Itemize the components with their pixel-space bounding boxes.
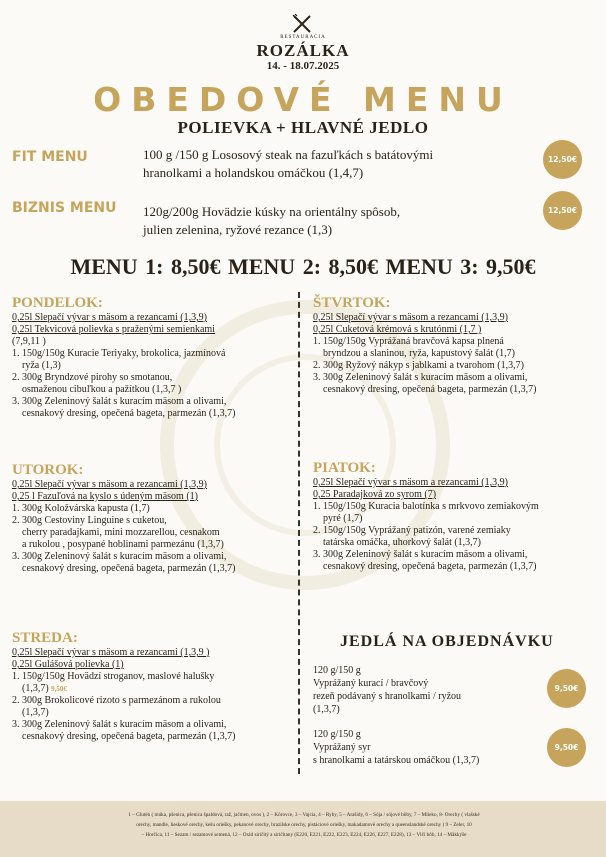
day-name: ŠTVRTOK: bbox=[313, 295, 391, 311]
soup-item: 0,25l Gulášová polievka (1) bbox=[12, 659, 124, 670]
meal-item: 2. 300g Bryndzové pirohy so smotanou, bbox=[12, 372, 173, 383]
fit-menu-line: hranolkami a holandskou omáčkou (1,4,7) bbox=[143, 165, 364, 180]
day-piatok bbox=[313, 460, 598, 573]
meal-item: 2. 300g Cestoviny Linguine s cuketou, bbox=[12, 515, 167, 526]
meal-item: 3. 300g Zeleninový šalát s kuracím mäsom a olivami, bbox=[313, 372, 528, 383]
restaurant-label: RESTAURACIA bbox=[280, 35, 326, 40]
soup-item: 0,25 Paradajková zo syrom (7) bbox=[313, 489, 437, 500]
day-utorok bbox=[12, 462, 294, 575]
meal-item: 1. 300g Koložvárska kapusta (1,7) bbox=[12, 503, 150, 514]
allergens-line: 1 – Glutén ( múka, pšenica, pšenica špaldová, raž, jačmen, ovos ), 2 – Kôrovce, 3 – Vajcia, 4 – Ryby, 5 – Arašidy, 6 – Sója / sójové bôby, 7 – Mlieko, 8- Orechy ( vlašské bbox=[128, 812, 480, 818]
day-name: PIATOK: bbox=[313, 460, 376, 476]
meal-item-cont: cherry paradajkami, mini mozzarellou, cesnakom bbox=[22, 527, 220, 538]
meal-item-cont: osmaženou cibuľkou a pažítkou (1,3,7 ) bbox=[22, 384, 182, 395]
fit-menu-label: FIT MENU bbox=[12, 149, 88, 165]
column-divider bbox=[298, 292, 300, 774]
day-name: STREDA: bbox=[12, 630, 78, 646]
meal-item: 2. 150g/150g Vyprážaný patizón, varené zemiaky bbox=[313, 525, 511, 536]
meal-item-cont: a rukolou , posypané hoblinami parmezánu (1,3,7) bbox=[22, 539, 224, 550]
soup-item: 0,25l Slepačí vývar s mäsom a rezancami (1,3,9) bbox=[12, 479, 207, 490]
soup-allergens: (7,9,11 ) bbox=[12, 336, 46, 347]
menu-dates: 14. - 18.07.2025 bbox=[266, 60, 340, 72]
menu-prices: MENU 1: 8,50€ MENU 2: 8,50€ MENU 3: 9,50€ bbox=[70, 254, 536, 279]
meal-item: 2. 300g Ryžový nákyp s jablkami a tvarohom (1,3,7) bbox=[313, 360, 524, 371]
meal-item: 2. 300g Brokolicové rizoto s parmezánom a rukolou bbox=[12, 695, 221, 706]
soup-item: 0,25l Slepačí vývar s mäsom a rezancami (1,3,9) bbox=[313, 477, 508, 488]
meal-item: 3. 300g Zeleninový šalát s kuracím mäsom a olivami, bbox=[12, 719, 227, 730]
order-item-price-badge: 9,50€ bbox=[547, 728, 586, 767]
restaurant-name: ROZÁLKA bbox=[256, 41, 350, 60]
order-item-line: Vyprážaný syr bbox=[313, 742, 371, 753]
fit-menu-price-badge: 12,50€ bbox=[543, 140, 582, 179]
order-item bbox=[313, 728, 553, 767]
meal-item-cont: ryža (1,3) bbox=[22, 360, 61, 371]
soup-item: 0,25l Cuketová krémová s krutónmi (1,7 ) bbox=[313, 324, 482, 335]
day-pondelok bbox=[12, 295, 294, 420]
crossed-fork-knife-icon bbox=[291, 14, 313, 37]
meal-item: 1. 150g/150g Kuracia balotínka s mrkvovo zemiakovým bbox=[313, 501, 539, 512]
order-item-price-badge: 9,50€ bbox=[547, 669, 586, 708]
allergens-legend bbox=[12, 810, 596, 840]
biznis-menu-line: 120g/200g Hovädzie kúsky na orientálny spôsob, bbox=[143, 204, 401, 219]
day-name: PONDELOK: bbox=[12, 295, 103, 311]
allergens-line: orechy, mandle, lieskové orechy, kešu oriešky, pekanové orechy, brazílske orechy, pistáciové oriešky, makadamové orechy a queenslandské orechy ) 9 – Zeler, 10 bbox=[136, 822, 472, 828]
fit-menu-line: 100 g /150 g Lososový steak na fazuľkách s batátovými bbox=[143, 147, 434, 162]
biznis-menu-price-badge: 12,50€ bbox=[543, 191, 582, 230]
order-section-title: JEDLÁ NA OBJEDNÁVKU bbox=[340, 633, 554, 650]
soup-item: 0,25l Tekvicová polievka s praženými semienkami bbox=[12, 324, 215, 335]
day-name: UTOROK: bbox=[12, 462, 84, 478]
biznis-menu-line: julien zelenina, ryžové rezance (1,3) bbox=[143, 222, 333, 237]
meal-item: 1. 150g/150g Hovädzí stroganov, maslové halušky bbox=[12, 671, 215, 682]
meal-item-cont: bryndzou a slaninou, ryža, kapustový šalát (1,7) bbox=[323, 348, 515, 359]
day-streda bbox=[12, 630, 294, 743]
meal-item: 3. 300g Zeleninový šalát s kuracím mäsom a olivami, bbox=[12, 551, 227, 562]
fit-menu-description bbox=[143, 146, 433, 182]
order-item-line: rezeň podávaný s hranolkami / ryžou bbox=[313, 691, 462, 702]
meal-item-cont: pyré (1,7) bbox=[323, 513, 363, 524]
day-stvrtok bbox=[313, 295, 598, 396]
order-item bbox=[313, 664, 533, 716]
order-item-allergens: (1,3,7) bbox=[313, 704, 340, 715]
meal-item-cont: cesnakový dresing, opečená bageta, parmezán (1,3,7) bbox=[22, 731, 236, 742]
biznis-menu-description bbox=[143, 203, 400, 239]
meal-item-cont: cesnakový dresing, opečená bageta, parmezán (1,3,7) bbox=[323, 384, 537, 395]
order-item-weight: 120 g/150 g bbox=[313, 665, 361, 676]
order-item-weight: 120 g/150 g bbox=[313, 729, 361, 740]
meal-item-cont: cesnakový dresing, opečená bageta, parmezán (1,3,7) bbox=[323, 561, 537, 572]
meal-item-cont: tatárska omáčka, uhorkový šalát (1,3,7) bbox=[323, 537, 482, 548]
order-item-line: s hranolkami a tatárskou omáčkou (1,3,7) bbox=[313, 755, 480, 766]
soup-item: 0,25 l Fazuľová na kyslo s údeným mäsom (1) bbox=[12, 491, 198, 502]
meal-item: 3. 300g Zeleninový šalát s kuracím mäsom a olivami, bbox=[313, 549, 528, 560]
meal-item-cont: cesnakový dresing, opečená bageta, parmezán (1,3,7) bbox=[22, 563, 236, 574]
order-item-line: Vyprážaný kurací / bravčový bbox=[313, 678, 429, 689]
allergens-line: – Horčica, 11 – Sezam / sezamové semená, 12 – Oxid siričitý a siričitany (E220, E221, E222, E223, E224, E226, E227, E228), 13 – Vlčí bôb, 14 – Mäkkýše bbox=[141, 832, 467, 838]
meal-item-cont bbox=[12, 683, 294, 695]
soup-item: 0,25l Slepačí vývar s mäsom a rezancami (1,3,9) bbox=[12, 312, 207, 323]
meal-item: 1. 150g/150g Kuracie Teriyaky, brokolica, jazmínová bbox=[12, 348, 226, 359]
meal-item: 1. 150g/150g Vyprážaná bravčová kapsa plnená bbox=[313, 336, 504, 347]
soup-item: 0,25l Slepačí vývar s mäsom a rezancami (1,3,9 ) bbox=[12, 647, 210, 658]
meal-item-cont: cesnakový dresing, opečená bageta, parmezán (1,3,7) bbox=[22, 408, 236, 419]
inline-price: 9,50€ bbox=[51, 685, 67, 693]
meal-item-cont: (1,3,7) bbox=[22, 707, 49, 718]
soup-item: 0,25l Slepačí vývar s mäsom a rezancami (1,3,9) bbox=[313, 312, 508, 323]
page-subtitle: POLIEVKA + HLAVNÉ JEDLO bbox=[177, 118, 429, 137]
biznis-menu-label: BIZNIS MENU bbox=[12, 200, 117, 216]
meal-allergens: (1,3,7) bbox=[22, 683, 49, 694]
meal-item: 3. 300g Zeleninový šalát s kuracím mäsom a olivami, bbox=[12, 396, 227, 407]
page-title: OBEDOVÉ MENU bbox=[93, 80, 513, 119]
